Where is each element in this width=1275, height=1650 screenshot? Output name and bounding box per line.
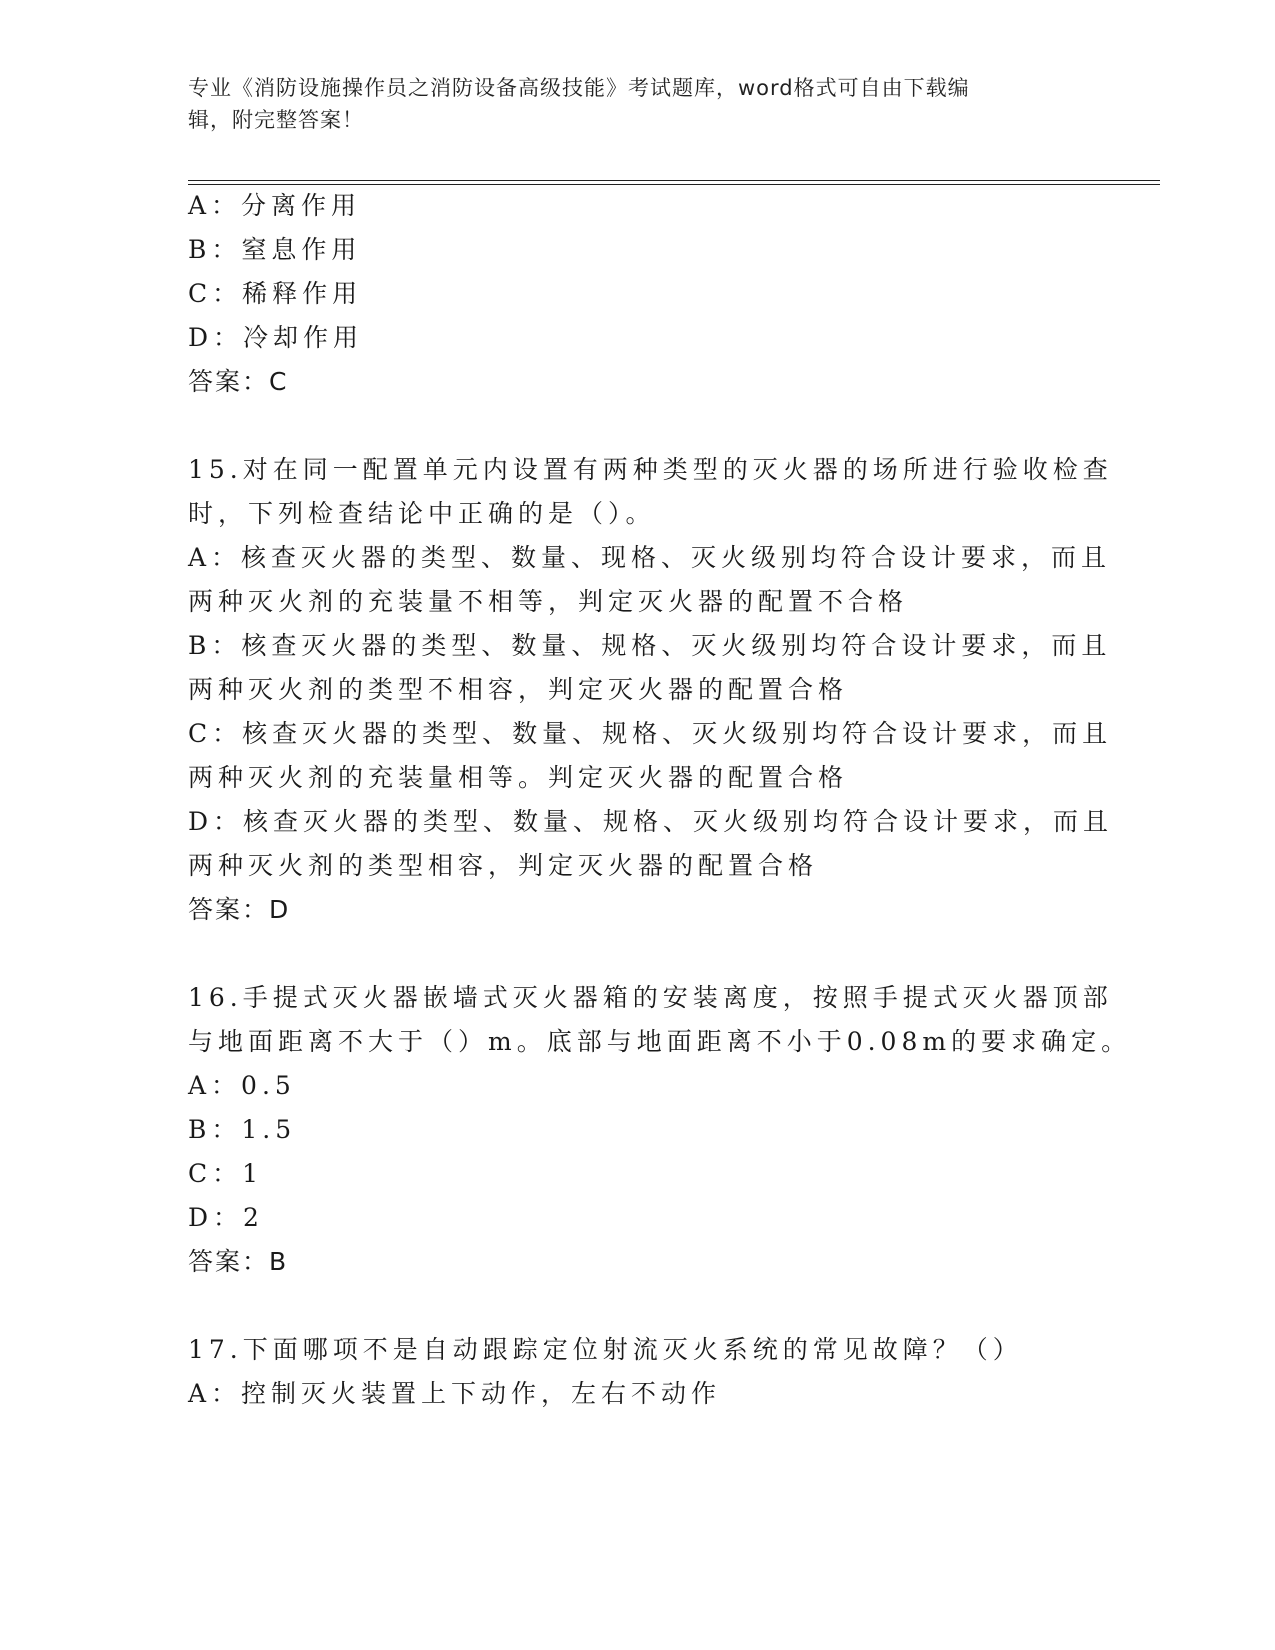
- document-header: [188, 72, 1088, 136]
- q15-option-b-line-1: B：核查灭火器的类型、数量、规格、灭火级别均符合设计要求，而且: [188, 631, 1112, 660]
- q14-answer: 答案：C: [188, 367, 289, 396]
- q15-option-a-line-2: 两种灭火剂的充装量不相等，判定灭火器的配置不合格: [188, 587, 909, 616]
- q17-stem: 17.下面哪项不是自动跟踪定位射流灭火系统的常见故障？（）: [188, 1335, 1023, 1364]
- q15-answer: 答案：D: [188, 895, 291, 924]
- q16-option-a: A：0.5: [188, 1071, 296, 1100]
- q14-option-c: C：稀释作用: [188, 279, 363, 308]
- q16-stem-line-2: 与地面距离不大于（）m。底部与地面距离不小于0.08m的要求确定。: [188, 1027, 1132, 1056]
- q15-stem-line-2: 时，下列检查结论中正确的是（）。: [188, 499, 656, 528]
- q16-option-b: B：1.5: [188, 1115, 297, 1144]
- header-divider-bottom: [188, 184, 1160, 185]
- q14-option-d: D：冷却作用: [188, 323, 364, 352]
- q14-option-b: B：窒息作用: [188, 235, 362, 264]
- q15-option-c-line-1: C：核查灭火器的类型、数量、规格、灭火级别均符合设计要求，而且: [188, 719, 1113, 748]
- q15-option-a-line-1: A：核查灭火器的类型、数量、现格、灭火级别均符合设计要求，而且: [188, 543, 1112, 572]
- q15-option-b-line-2: 两种灭火剂的类型不相容，判定灭火器的配置合格: [188, 675, 849, 704]
- header-line-2: 辑，附完整答案！: [188, 108, 364, 132]
- q17-option-a: A：控制灭火装置上下动作，左右不动作: [188, 1379, 722, 1408]
- q16-option-d: D：2: [188, 1203, 264, 1232]
- q16-answer: 答案：B: [188, 1247, 289, 1276]
- q15-option-d-line-2: 两种灭火剂的类型相容，判定灭火器的配置合格: [188, 851, 819, 880]
- q15-option-d-line-1: D：核查灭火器的类型、数量、规格、灭火级别均符合设计要求，而且: [188, 807, 1114, 836]
- q14-option-a: A：分离作用: [188, 191, 362, 220]
- q15-option-c-line-2: 两种灭火剂的充装量相等。判定灭火器的配置合格: [188, 763, 849, 792]
- q16-option-c: C：1: [188, 1159, 264, 1188]
- q15-stem-line-1: 15.对在同一配置单元内设置有两种类型的灭火器的场所进行验收检查: [188, 455, 1113, 484]
- q16-stem-line-1: 16.手提式灭火器嵌墙式灭火器箱的安装离度，按照手提式灭火器顶部: [188, 983, 1113, 1012]
- header-divider-top: [188, 180, 1160, 181]
- header-line-1: 专业《消防设施操作员之消防设备高级技能》考试题库，word格式可自由下载编: [188, 76, 970, 100]
